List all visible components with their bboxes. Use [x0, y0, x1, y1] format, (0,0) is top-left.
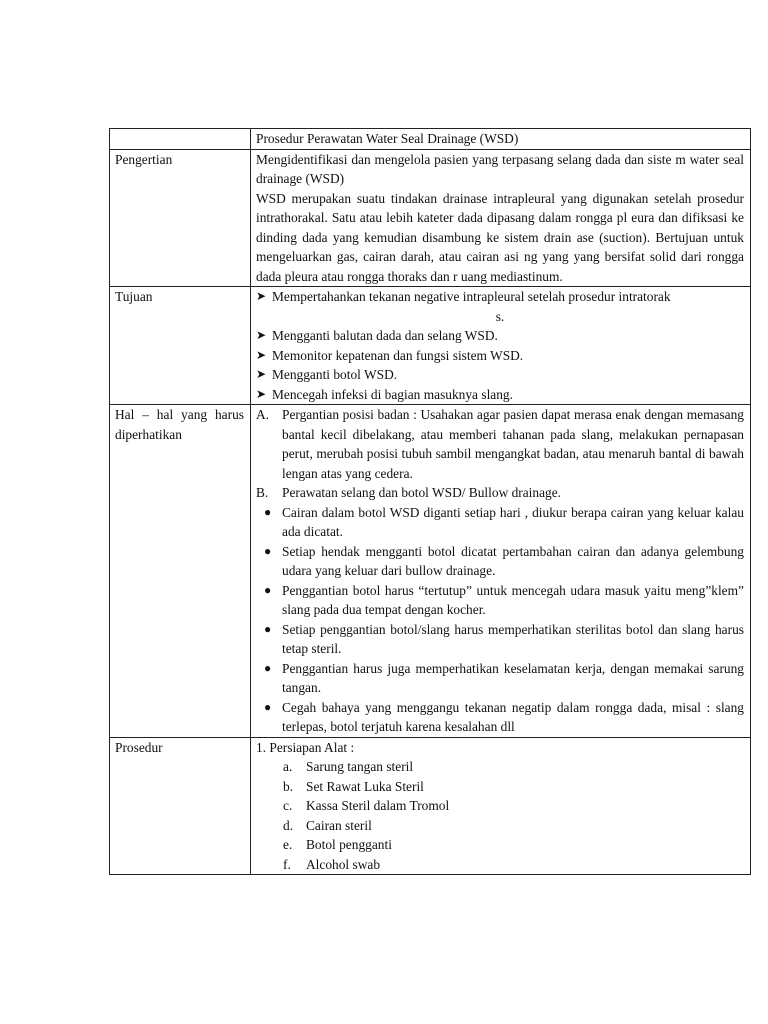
hal-bullet-list — [256, 503, 744, 737]
table-row-pengertian — [110, 149, 751, 287]
list-item: ➤ Mencegah infeksi di bagian masuknya slang. — [256, 385, 744, 405]
row-label-tujuan: Tujuan — [110, 287, 251, 405]
list-item: e. Botol pengganti — [283, 837, 392, 852]
list-item: a. Sarung tangan steril — [283, 759, 414, 774]
list-item: ● Cegah bahaya yang menggangu tekanan negatip dalam rongga dada, misal : slang terlepas, botol terjatuh karena kesalahan dll — [264, 699, 744, 734]
pengertian-content — [251, 149, 751, 287]
table-row-prosedur — [110, 737, 751, 875]
tujuan-list — [256, 287, 744, 404]
list-item: ● Penggantian harus juga memperhatikan keselamatan kerja, dengan memakai sarung tangan. — [264, 660, 744, 695]
list-item: ➤ Memonitor kepatenan dan fungsi sistem WSD. — [256, 346, 744, 366]
pengertian-paragraph-1: Mengidentifikasi dan mengelola pasien yang terpasang selang dada dan siste m water seal drainage (WSD) — [256, 151, 744, 186]
arrow-bullet-icon: ➤ — [256, 386, 267, 401]
bullet-dot-icon: ● — [264, 621, 272, 636]
arrow-bullet-icon: ➤ — [256, 347, 267, 362]
bullet-dot-icon: ● — [264, 543, 272, 558]
list-item: ➤ Mempertahankan tekanan negative intrapleural setelah prosedur intratorak — [256, 287, 744, 307]
list-item: A. Pergantian posisi badan : Usahakan agar pasien dapat merasa enak dengan memasang bantal kecil dibelakang, atau memberi tahanan pada slang, melakukan pernapasan perut, merubah posisi tubuh sambil mengangkat badan, atau menaruh bantal di bawah lengan atas yang cedera. — [256, 407, 744, 481]
row-label-pengertian: Pengertian — [110, 149, 251, 287]
list-item: ● Penggantian botol harus “tertutup” untuk mencegah udara masuk yaitu meng”klem” slang pada dua tempat dengan kocher. — [264, 582, 744, 617]
header-left-cell — [110, 129, 251, 150]
arrow-bullet-icon: ➤ — [256, 328, 267, 342]
row-label-prosedur: Prosedur — [110, 737, 251, 875]
hal-alpha-list — [256, 405, 744, 503]
prosedur-list — [256, 757, 744, 874]
list-item: ➤ Mengganti botol WSD. — [256, 365, 744, 385]
arrow-bullet-icon: ➤ — [256, 289, 267, 303]
bullet-dot-icon: ● — [264, 660, 272, 675]
prosedur-heading: 1. Persiapan Alat : — [256, 739, 355, 755]
list-item-continuation: s. — [495, 308, 505, 324]
table-row-hal — [110, 405, 751, 738]
table-row-tujuan — [110, 287, 751, 405]
procedure-table — [109, 128, 751, 875]
list-item: f. Alcohol swab — [283, 856, 381, 872]
list-item: d. Cairan steril — [283, 817, 372, 833]
list-item: b. Set Rawat Luka Steril — [283, 778, 424, 794]
table-row-header — [110, 129, 751, 150]
list-item: c. Kassa Steril dalam Tromol — [283, 798, 450, 813]
list-item: B. Perawatan selang dan botol WSD/ Bullow drainage. — [256, 485, 562, 500]
tujuan-content — [251, 287, 751, 405]
list-item: ➤ Mengganti balutan dada dan selang WSD. — [256, 326, 744, 346]
arrow-bullet-icon: ➤ — [256, 367, 267, 381]
list-item: ● Setiap hendak mengganti botol dicatat pertambahan cairan dan adanya gelembung udara yang keluar dari bullow drainage. — [264, 543, 744, 578]
bullet-dot-icon: ● — [264, 504, 272, 519]
pengertian-paragraph-2: WSD merupakan suatu tindakan drainase intrapleural yang digunakan setelah prosedur intrathorakal. Satu atau lebih kateter dada dipasang dalam rongga pl eura dan difiksasi ke dinding dada yang kemudian disambung ke sistem drain ase (suction). Bertujuan untuk mengeluarkan gas, cairan darah, atau cairan asi ng yang yang bersifat solid dari rongga dada pleura atau rongga thoraks dan r uang mediastinum. — [256, 190, 744, 284]
list-item: ● Cairan dalam botol WSD diganti setiap hari , diukur berapa cairan yang keluar kalau ada dicatat. — [264, 504, 744, 539]
row-label-hal: Hal – hal yang harus diperhatikan — [110, 405, 251, 738]
bullet-dot-icon: ● — [264, 699, 272, 714]
prosedur-content — [251, 737, 751, 875]
document-title: Prosedur Perawatan Water Seal Drainage (WSD) — [251, 129, 751, 150]
list-item: ● Setiap penggantian botol/slang harus memperhatikan sterilitas botol dan slang harus tetap steril. — [264, 621, 744, 656]
hal-content — [251, 405, 751, 738]
bullet-dot-icon: ● — [264, 582, 272, 597]
